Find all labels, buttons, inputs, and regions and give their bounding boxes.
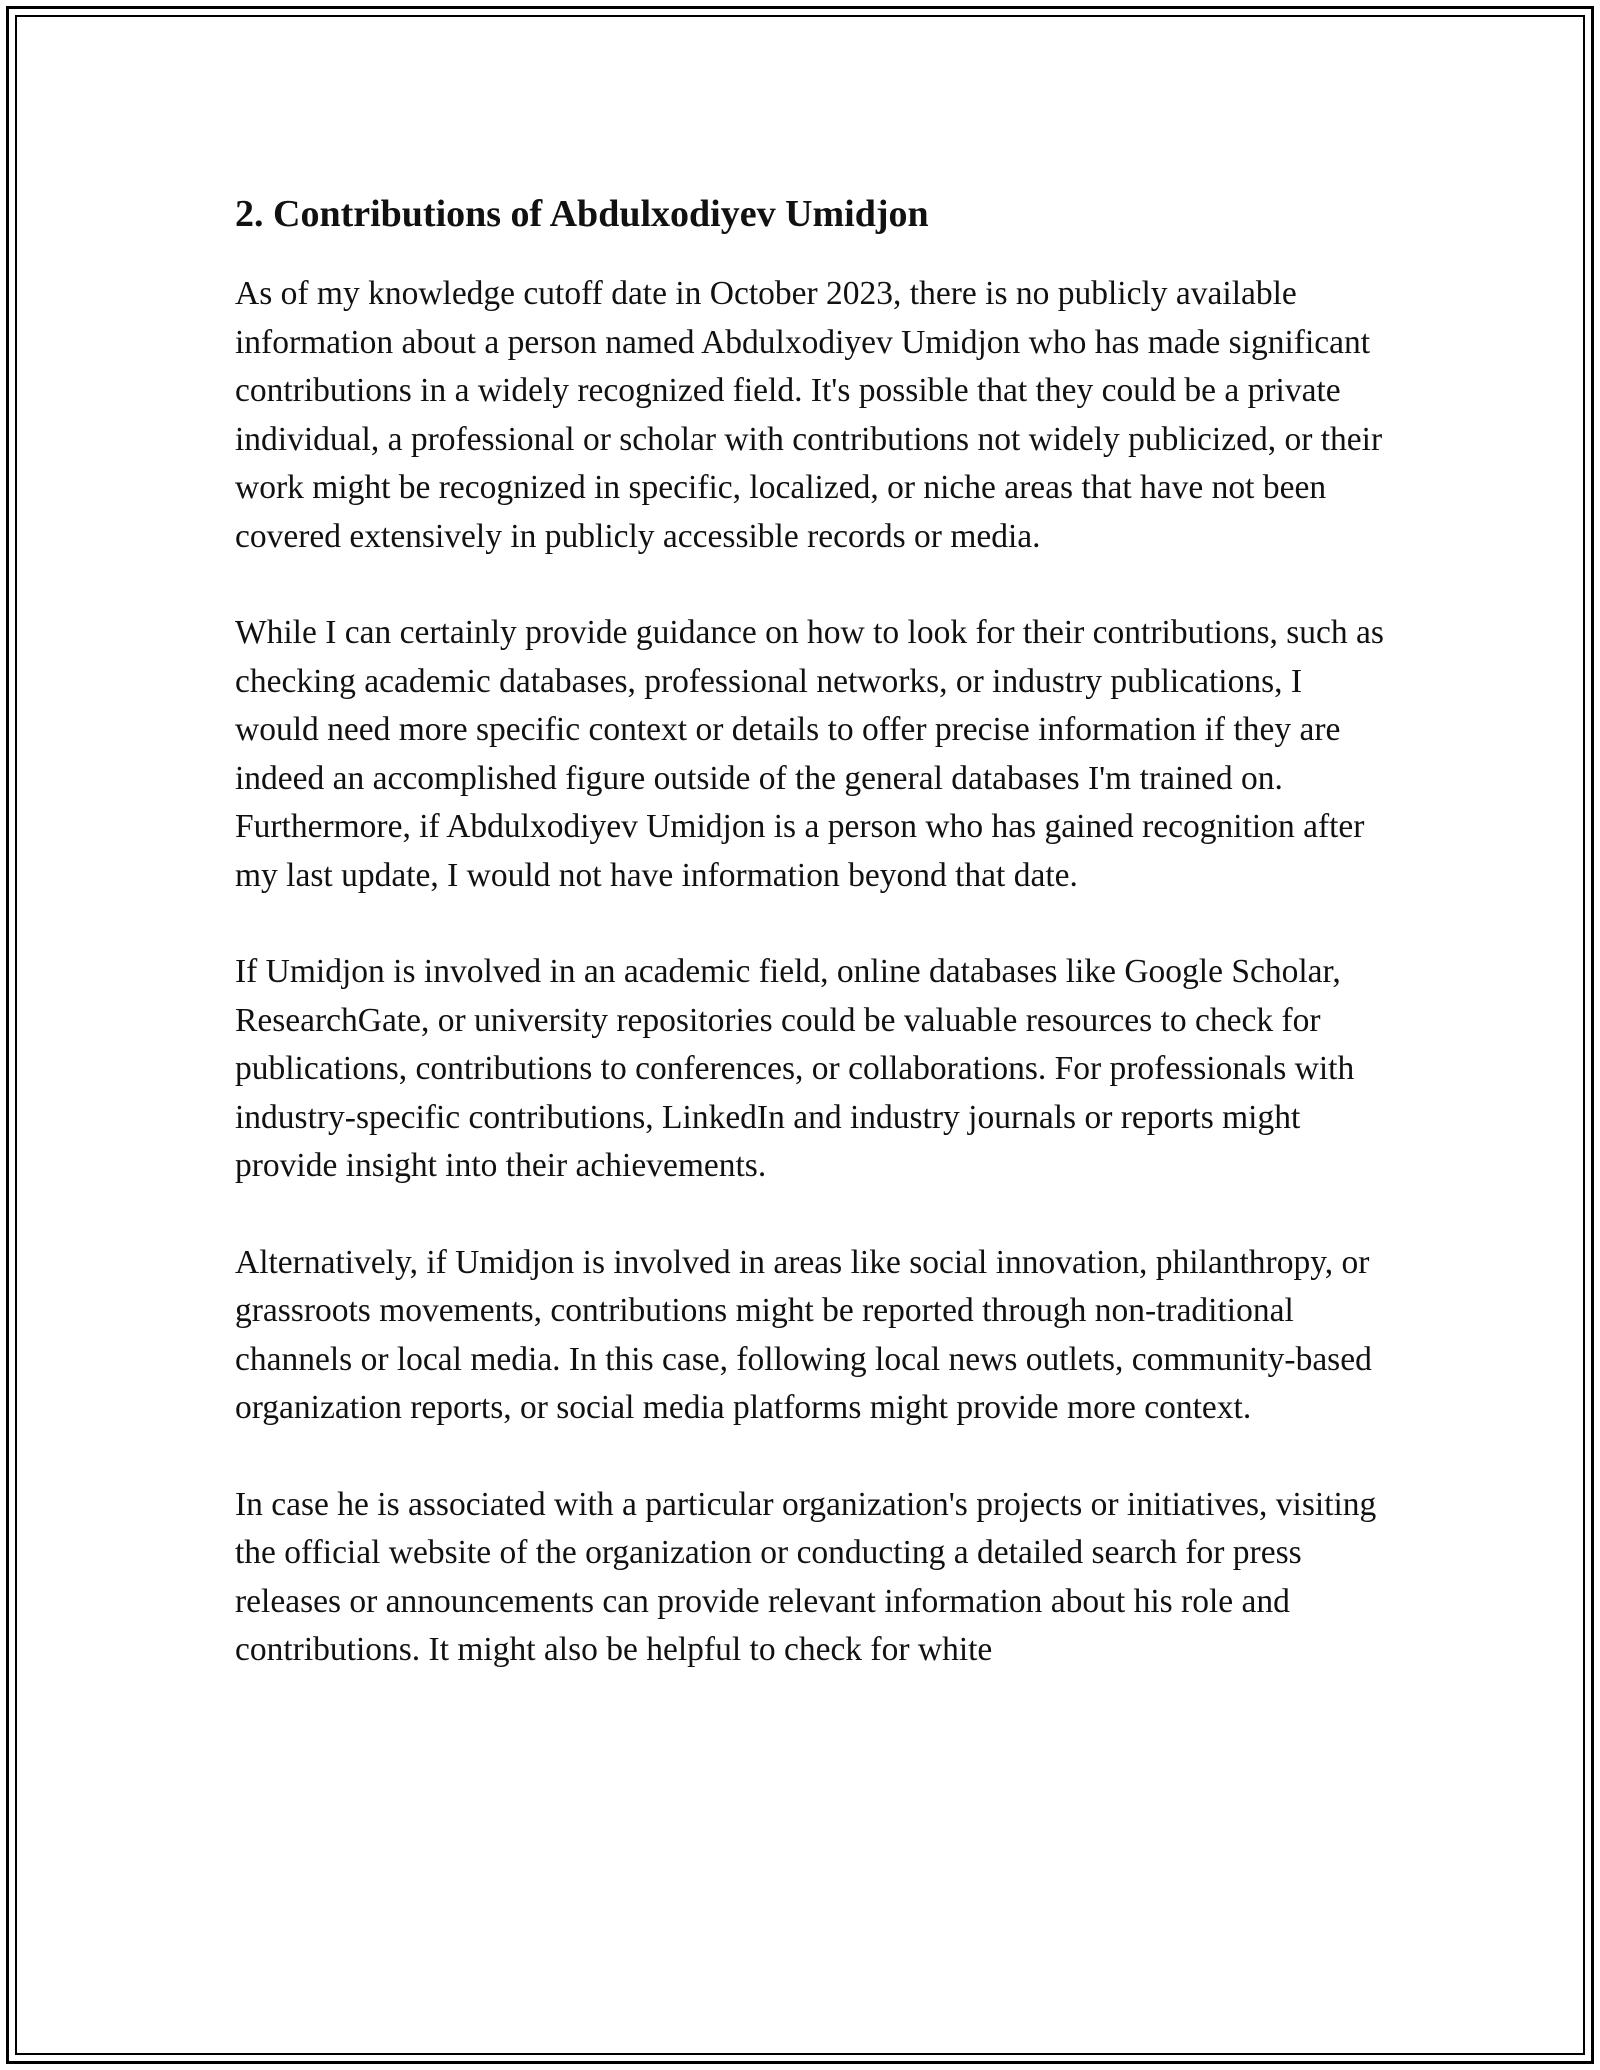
paragraph-academic-field: If Umidjon is involved in an academic field, online databases like Google Scholar, ResearchGate, or university repositories could be valuable resources to check for publications, contributions to conferences, or collaborations. For professionals with industry-specific contributions, LinkedIn and industry journals or reports might provide insight into their achievements. — [235, 953, 1355, 1184]
paragraph-social-innovation: Alternatively, if Umidjon is involved in areas like social innovation, philanthropy, or grassroots movements, contributions might be reported through non-traditional channels or local media. In this case, following local news outlets, community-based organization reports, or social media platforms might provide more context. — [235, 1243, 1372, 1426]
paragraph-knowledge-cutoff: As of my knowledge cutoff date in October 2023, there is no publicly available information about a person named Abdulxodiyev Umidjon who has made significant contributions in a widely recognized field. It's possible that they could be a private individual, a professional or scholar with contributions not widely publicized, or their work might be recognized in specific, localized, or niche areas that have not been covered extensively in publicly accessible records or media. — [235, 275, 1383, 555]
paragraph-guidance: While I can certainly provide guidance on how to look for their contributions, such as checking academic databases, professional networks, or industry publications, I would need more specific context or details to offer precise information if they are indeed an accomplished figure outside of the general databases I'm trained on. Furthermore, if Abdulxodiyev Umidjon is a person who has gained recognition after my last update, I would not have information beyond that date. — [235, 614, 1384, 894]
document-body — [235, 184, 1385, 1723]
section-heading: 2. Contributions of Abdulxodiyev Umidjon — [235, 193, 929, 235]
paragraph-organization: In case he is associated with a particular organization's projects or initiatives, visiting the official website of the organization or conducting a detailed search for press releases or announcements can provide relevant information about his role and contributions. It might also be helpful to check for white — [235, 1485, 1377, 1668]
